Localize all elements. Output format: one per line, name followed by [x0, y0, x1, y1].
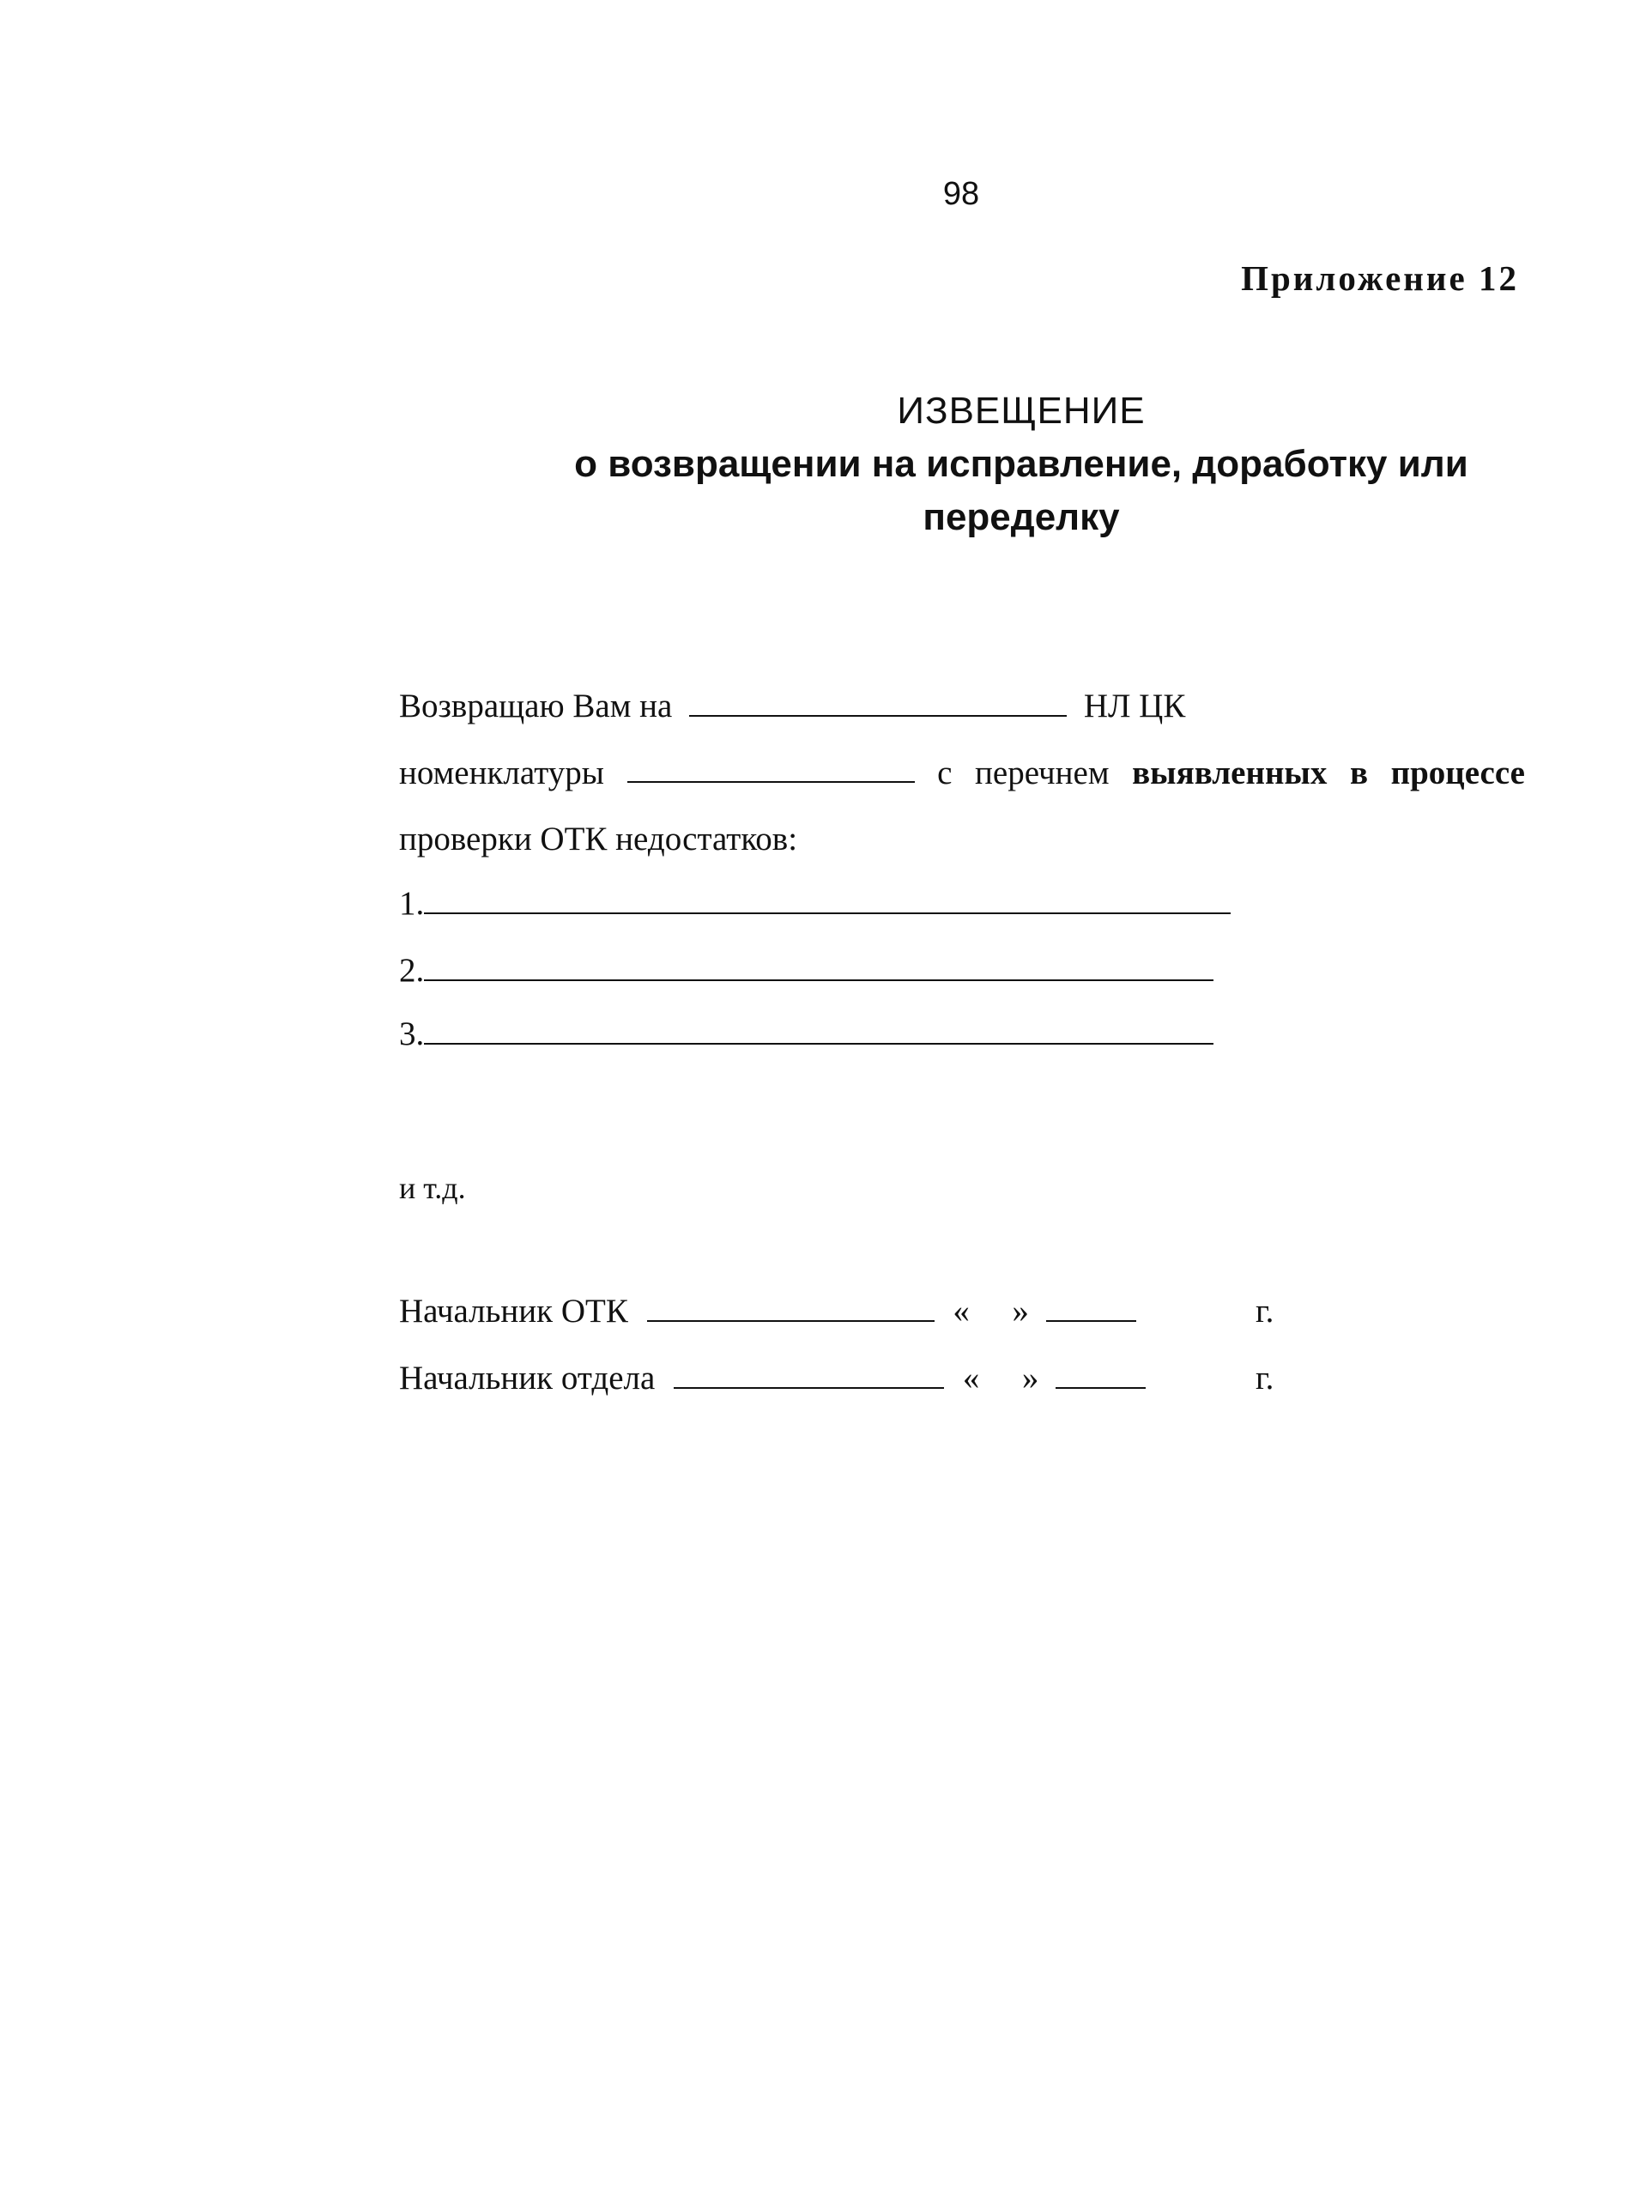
nomenclature-word-process: процессе — [1390, 755, 1525, 791]
defect-item — [399, 951, 1213, 990]
title-main: ИЗВЕЩЕНИЕ — [897, 390, 1146, 432]
return-line-suffix: НЛ ЦК — [1083, 688, 1186, 724]
date-month-blank-field[interactable] — [1056, 1360, 1146, 1389]
date-open-quote: « — [962, 1360, 980, 1397]
appendix-label: Приложение 12 — [1241, 258, 1519, 298]
date-open-quote: « — [953, 1293, 970, 1330]
signature-blank-field[interactable] — [674, 1360, 944, 1389]
defect-item-blank-field[interactable] — [424, 1015, 1213, 1045]
notice-title — [549, 385, 1493, 544]
nomenclature-label: номенклатуры — [399, 755, 604, 791]
document-blank-field[interactable] — [689, 688, 1067, 717]
defect-item-blank-field[interactable] — [424, 952, 1213, 981]
date-day-field[interactable] — [988, 1361, 1014, 1389]
defect-item-number: 3. — [399, 1015, 425, 1052]
return-line — [399, 687, 1185, 725]
date-close-quote: » — [1012, 1293, 1029, 1330]
return-line-prefix: Возвращаю Вам на — [399, 688, 673, 724]
defects-intro: проверки ОТК недостатков: — [399, 821, 798, 858]
etc-text: и т.д. — [399, 1171, 466, 1205]
signature-line-department — [399, 1359, 1300, 1397]
date-month-blank-field[interactable] — [1046, 1293, 1136, 1322]
year-suffix: г. — [1256, 1293, 1274, 1330]
signature-line-otk — [399, 1292, 1300, 1330]
page-number: 98 — [942, 176, 980, 212]
defect-item — [399, 1015, 1213, 1053]
defect-item-blank-field[interactable] — [424, 885, 1231, 914]
nomenclature-word-found: выявленных — [1132, 755, 1328, 791]
title-subtitle: о возвращении на исправление, доработку или переделку — [574, 443, 1468, 538]
defect-item — [399, 884, 1231, 923]
nomenclature-word-in: в — [1349, 755, 1369, 791]
defect-item-number: 2. — [399, 952, 425, 989]
nomenclature-blank-field[interactable] — [627, 754, 915, 783]
nomenclature-line — [399, 754, 1525, 792]
date-close-quote: » — [1021, 1360, 1039, 1397]
nomenclature-word-c: с — [937, 755, 953, 791]
signature-label: Начальник отдела — [399, 1360, 656, 1397]
signature-label: Начальник ОТК — [399, 1293, 628, 1330]
nomenclature-word-list: перечнем — [975, 755, 1110, 791]
signature-blank-field[interactable] — [647, 1293, 935, 1322]
date-day-field[interactable] — [978, 1294, 1004, 1322]
defect-item-number: 1. — [399, 885, 425, 922]
year-suffix: г. — [1256, 1360, 1274, 1397]
